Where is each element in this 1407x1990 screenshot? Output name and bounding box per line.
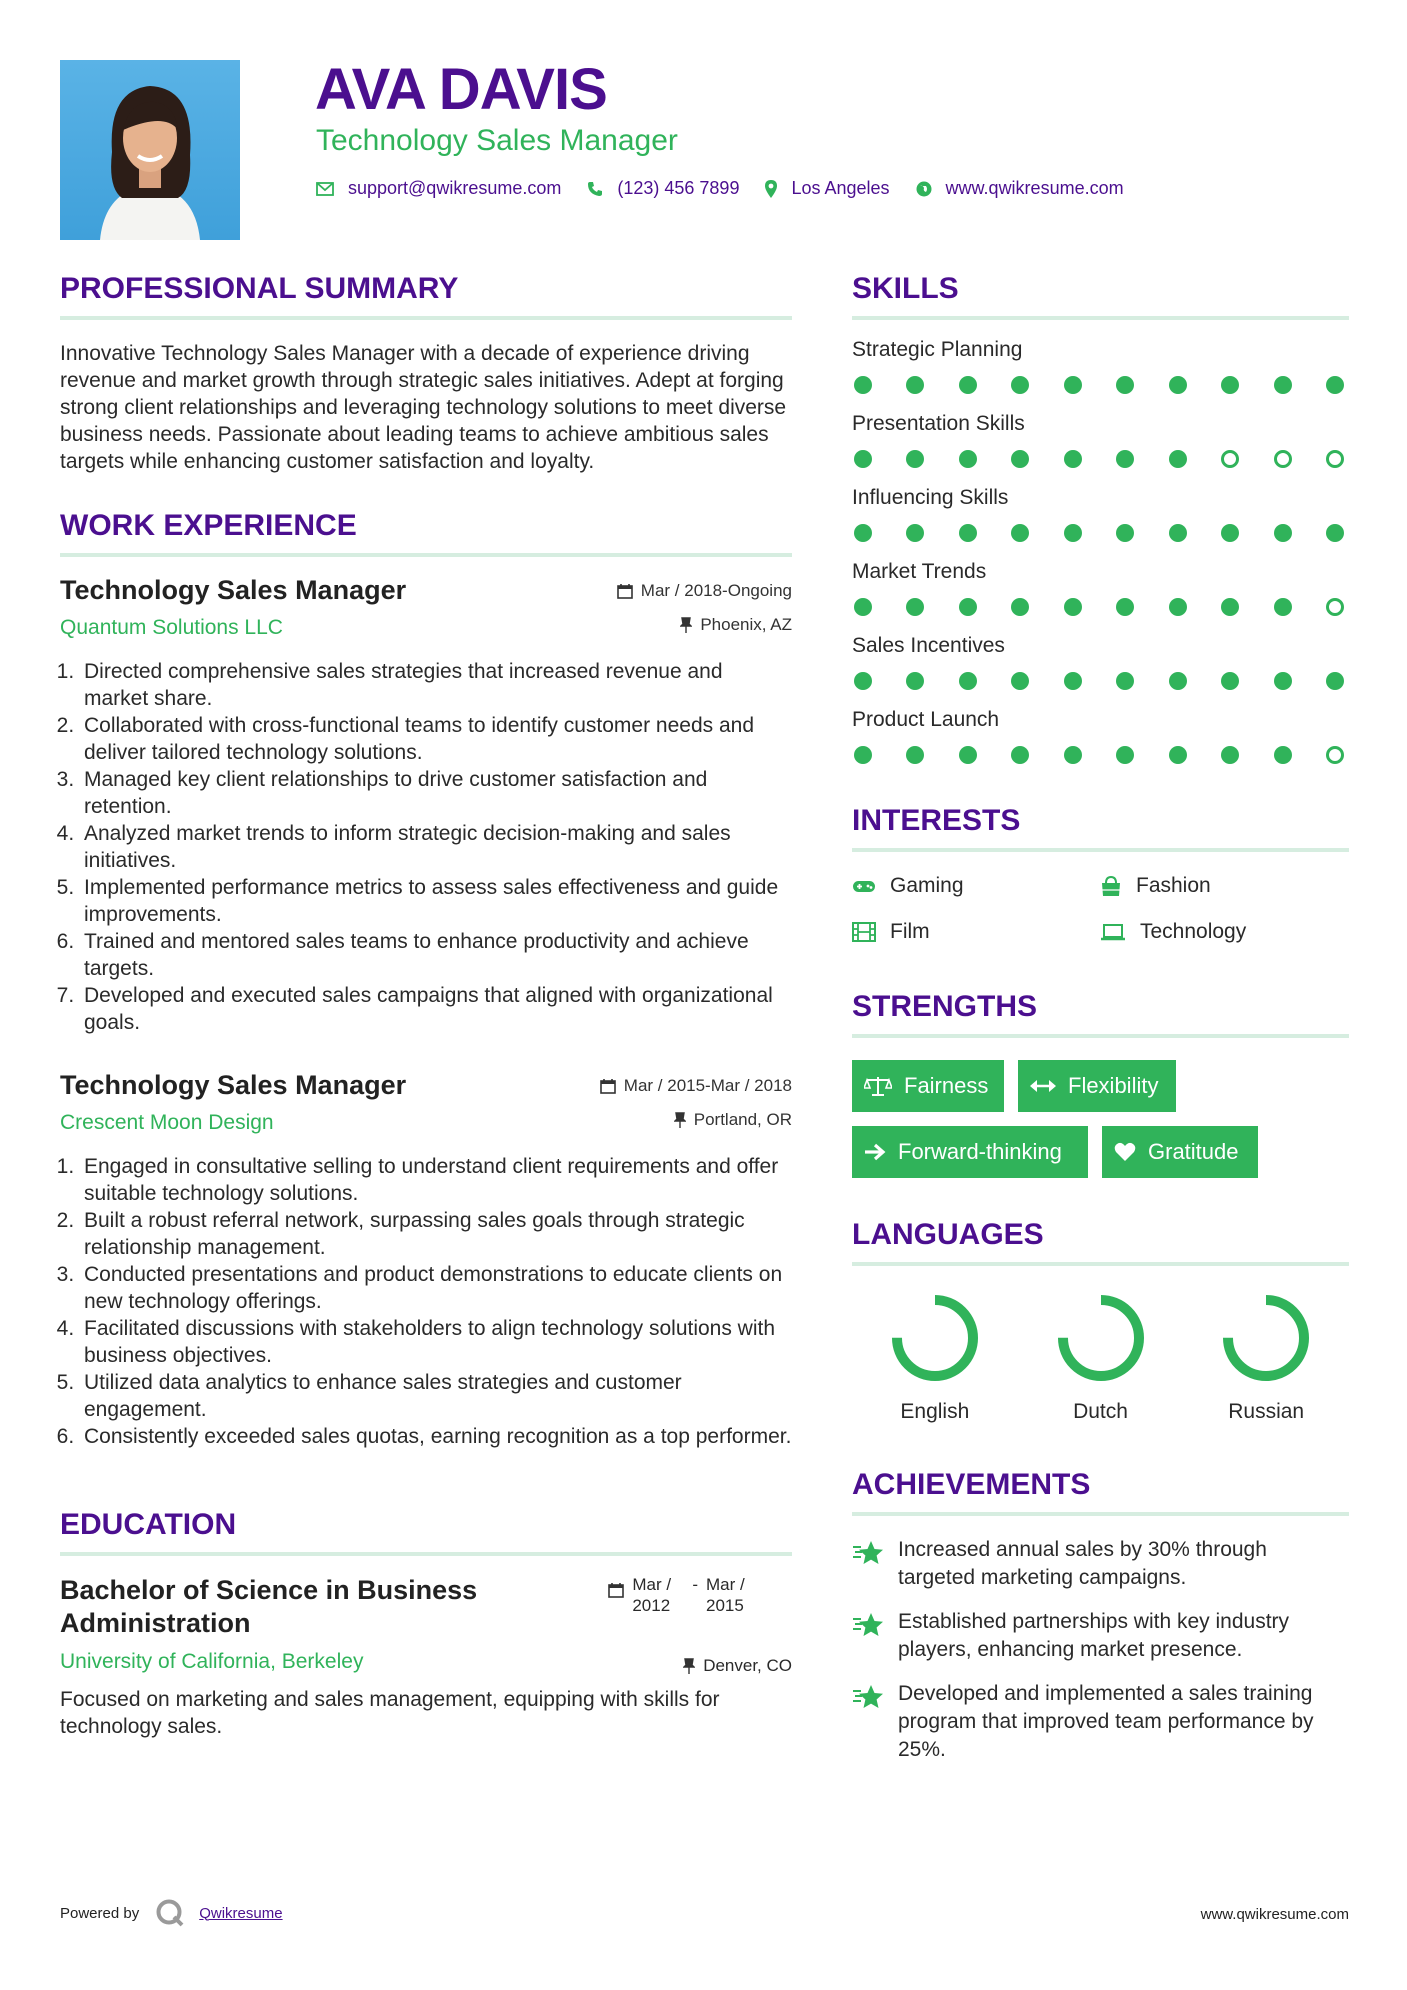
- job-dates-text: Mar / 2018-Ongoing: [640, 581, 792, 600]
- strength-label: Flexibility: [1068, 1073, 1159, 1098]
- skill-rating: [852, 524, 1346, 542]
- interest-label: Film: [890, 920, 930, 943]
- skill-dot-filled: [1064, 376, 1082, 394]
- skill-name: Strategic Planning: [852, 338, 1023, 361]
- skill-item: [852, 486, 1349, 542]
- achievements-section: [852, 1468, 1349, 1764]
- skill-dot-filled: [1326, 376, 1344, 394]
- education-date-separator: -: [692, 1575, 698, 1594]
- language-ring-arc: [897, 1300, 973, 1376]
- candidate-name: AVA DAVIS: [315, 57, 607, 122]
- skill-rating: [852, 746, 1346, 764]
- skill-name: Product Launch: [852, 708, 1000, 731]
- summary-heading: PROFESSIONAL SUMMARY: [60, 272, 792, 320]
- strengths-section: [852, 990, 1349, 1178]
- job-title: Technology Sales Manager: [60, 575, 407, 605]
- skill-dot-filled: [1169, 746, 1187, 764]
- skill-dot-filled: [1221, 746, 1239, 764]
- skills-list: [852, 338, 1349, 764]
- duty-item: 3. Conducted presentations and product demonstrations to educate clients on new technology offerings.: [80, 1261, 792, 1315]
- skill-item: [852, 560, 1349, 616]
- skill-dot-filled: [854, 598, 872, 616]
- qwikresume-link[interactable]: Qwikresume: [199, 1904, 283, 1922]
- skill-dot-filled: [1064, 524, 1082, 542]
- skill-dot-filled: [1116, 672, 1134, 690]
- envelope-icon: [316, 182, 334, 196]
- skill-dot-filled: [1221, 376, 1239, 394]
- contact-location: [765, 178, 889, 199]
- skill-dot-filled: [1011, 746, 1029, 764]
- skill-dot-filled: [1064, 672, 1082, 690]
- job-meta: [600, 1076, 792, 1144]
- skill-dot-filled: [854, 746, 872, 764]
- footer-powered-by: [60, 1898, 283, 1928]
- skill-dot-filled: [959, 376, 977, 394]
- interest-label: Technology: [1140, 920, 1247, 943]
- calendar-icon: [608, 1582, 624, 1598]
- star-icon: [852, 1540, 886, 1566]
- education-heading: EDUCATION: [60, 1508, 792, 1556]
- calendar-icon: [617, 583, 633, 599]
- skill-dot-empty: [1221, 450, 1239, 468]
- skill-dot-filled: [959, 598, 977, 616]
- skills-section: [852, 272, 1349, 764]
- skill-dot-filled: [854, 450, 872, 468]
- strength-chip: [852, 1126, 1088, 1178]
- interest-item: [852, 920, 1100, 944]
- strength-chip: [852, 1060, 1004, 1112]
- skill-dot-filled: [1169, 524, 1187, 542]
- skill-dot-filled: [959, 450, 977, 468]
- job-dates-text: Mar / 2015-Mar / 2018: [623, 1076, 792, 1095]
- job-location-text: Portland, OR: [693, 1110, 792, 1129]
- laptop-icon: [1100, 923, 1126, 941]
- strength-chip: [1102, 1126, 1258, 1178]
- map-marker-icon: [765, 180, 777, 198]
- duty-item: 4. Facilitated discussions with stakeholders to align technology solutions with business objectives.: [80, 1315, 792, 1369]
- skill-dot-filled: [1116, 524, 1134, 542]
- job-location: [600, 1110, 792, 1130]
- email-link[interactable]: support@qwikresume.com: [348, 178, 562, 198]
- skill-dot-filled: [854, 524, 872, 542]
- duty-item: 4. Analyzed market trends to inform strategic decision-making and sales initiatives.: [80, 820, 792, 874]
- summary-section: [60, 272, 792, 475]
- skill-item: [852, 634, 1349, 690]
- skill-dot-filled: [1011, 672, 1029, 690]
- experience-heading: WORK EXPERIENCE: [60, 509, 792, 557]
- job-title: Technology Sales Manager: [60, 1070, 407, 1100]
- strength-label: Gratitude: [1148, 1139, 1239, 1164]
- duty-item: 2. Collaborated with cross-functional teams to identify customer needs and deliver tailored technology solutions.: [80, 712, 792, 766]
- duty-item: 6. Consistently exceeded sales quotas, earning recognition as a top performer.: [80, 1423, 792, 1450]
- skill-dot-empty: [1274, 450, 1292, 468]
- language-name: Russian: [1228, 1400, 1305, 1423]
- skill-dot-filled: [906, 672, 924, 690]
- skill-dot-filled: [1274, 376, 1292, 394]
- skill-dot-filled: [1011, 598, 1029, 616]
- languages-list: [852, 1290, 1349, 1424]
- globe-icon: [916, 181, 932, 197]
- language-item: [852, 1290, 1018, 1424]
- job-entry: [60, 575, 792, 1036]
- education-section: [60, 1508, 792, 1740]
- skill-name: Market Trends: [852, 560, 987, 583]
- profile-photo: [60, 60, 240, 240]
- skill-dot-filled: [1064, 450, 1082, 468]
- job-entry: [60, 1070, 792, 1450]
- duty-item: 5. Utilized data analytics to enhance sales strategies and customer engagement.: [80, 1369, 792, 1423]
- achievements-list: [852, 1536, 1349, 1764]
- contact-info: [316, 178, 1150, 199]
- skill-dot-filled: [906, 746, 924, 764]
- skill-dot-filled: [906, 450, 924, 468]
- job-company: Quantum Solutions LLC: [60, 616, 283, 639]
- job-meta: [617, 581, 792, 649]
- duty-item: 1. Engaged in consultative selling to understand client requirements and offer suitable technology solutions.: [80, 1153, 792, 1207]
- language-ring-arc: [1228, 1300, 1304, 1376]
- skill-dot-filled: [959, 672, 977, 690]
- website-link[interactable]: www.qwikresume.com: [945, 178, 1124, 198]
- education-start: Mar / 2012: [632, 1575, 672, 1615]
- language-item: [1018, 1290, 1184, 1424]
- star-icon: [852, 1684, 886, 1710]
- phone-icon: [587, 181, 603, 197]
- interests-list: [852, 874, 1349, 944]
- duty-item: 2. Built a robust referral network, surpassing sales goals through strategic relationship management.: [80, 1207, 792, 1261]
- duty-item: 3. Managed key client relationships to drive customer satisfaction and retention.: [80, 766, 792, 820]
- degree-title: Bachelor of Science in Business Administration: [60, 1575, 478, 1638]
- skill-dot-filled: [1169, 376, 1187, 394]
- education-end: Mar / 2015: [706, 1575, 745, 1615]
- skill-dot-filled: [1326, 672, 1344, 690]
- achievement-text: Established partnerships with key industry players, enhancing market presence.: [898, 1610, 1290, 1661]
- skill-item: [852, 708, 1349, 764]
- skill-dot-filled: [1274, 672, 1292, 690]
- skill-dot-filled: [906, 598, 924, 616]
- skill-dot-filled: [854, 376, 872, 394]
- skill-dot-filled: [1169, 672, 1187, 690]
- skill-dot-filled: [1221, 524, 1239, 542]
- skill-dot-filled: [1011, 524, 1029, 542]
- film-icon: [852, 922, 876, 942]
- language-level-ring: [1218, 1290, 1314, 1386]
- pushpin-icon: [680, 617, 692, 633]
- language-name: English: [900, 1400, 970, 1423]
- achievement-item: [852, 1680, 1349, 1764]
- gamepad-icon: [852, 878, 876, 894]
- skill-dot-filled: [1274, 524, 1292, 542]
- job-dates: [617, 581, 792, 601]
- contact-email[interactable]: [316, 178, 561, 199]
- education-entry: [60, 1574, 792, 1740]
- job-duties: [60, 1153, 792, 1450]
- language-name: Dutch: [1073, 1400, 1128, 1423]
- skill-dot-filled: [1274, 598, 1292, 616]
- language-item: [1183, 1290, 1349, 1424]
- language-level-ring: [1053, 1290, 1149, 1386]
- skill-rating: [852, 450, 1346, 468]
- location-text: Los Angeles: [791, 178, 890, 198]
- heart-icon: [1114, 1142, 1136, 1162]
- skill-dot-empty: [1326, 746, 1344, 764]
- contact-website[interactable]: [916, 178, 1124, 199]
- achievement-item: [852, 1608, 1349, 1664]
- job-dates: [600, 1076, 792, 1096]
- languages-section: [852, 1218, 1349, 1424]
- strength-chip: [1018, 1060, 1176, 1112]
- skill-dot-filled: [1116, 450, 1134, 468]
- skill-name: Influencing Skills: [852, 486, 1009, 509]
- skill-rating: [852, 376, 1346, 394]
- language-level-ring: [887, 1290, 983, 1386]
- education-description: Focused on marketing and sales management, equipping with skills for technology sales.: [60, 1688, 720, 1738]
- qwikresume-logo-icon: [155, 1898, 185, 1928]
- skill-dot-filled: [1169, 598, 1187, 616]
- skill-dot-empty: [1326, 598, 1344, 616]
- duty-item: 1. Directed comprehensive sales strategies that increased revenue and market share.: [80, 658, 792, 712]
- strength-label: Forward-thinking: [898, 1139, 1062, 1164]
- achievement-item: [852, 1536, 1349, 1592]
- pushpin-icon: [683, 1658, 695, 1674]
- job-location: [617, 615, 792, 635]
- skill-dot-filled: [906, 524, 924, 542]
- language-ring-arc: [1063, 1300, 1139, 1376]
- shopping-bag-icon: [1100, 875, 1122, 897]
- skill-dot-filled: [1116, 746, 1134, 764]
- skill-dot-filled: [1221, 598, 1239, 616]
- skill-item: [852, 338, 1349, 394]
- interests-heading: INTERESTS: [852, 804, 1349, 852]
- languages-heading: LANGUAGES: [852, 1218, 1349, 1266]
- powered-by-text: Powered by: [60, 1904, 140, 1922]
- duty-item: 5. Implemented performance metrics to assess sales effectiveness and guide improvements.: [80, 874, 792, 928]
- candidate-title: Technology Sales Manager: [316, 124, 678, 157]
- pushpin-icon: [674, 1112, 686, 1128]
- footer-url[interactable]: www.qwikresume.com: [1200, 1906, 1349, 1923]
- achievement-text: Increased annual sales by 30% through targeted marketing campaigns.: [898, 1538, 1267, 1589]
- interest-label: Gaming: [890, 874, 964, 897]
- education-location: [683, 1656, 792, 1676]
- contact-phone: [587, 178, 739, 199]
- skill-dot-filled: [906, 376, 924, 394]
- skill-dot-filled: [1116, 598, 1134, 616]
- strengths-heading: STRENGTHS: [852, 990, 1349, 1038]
- interest-item: [1100, 874, 1348, 898]
- job-location-text: Phoenix, AZ: [700, 615, 792, 634]
- achievement-text: Developed and implemented a sales training program that improved team performance by 25%.: [898, 1682, 1314, 1761]
- education-dates: [608, 1574, 758, 1616]
- interests-section: [852, 804, 1349, 944]
- skill-dot-filled: [959, 746, 977, 764]
- interest-item: [1100, 920, 1348, 944]
- skill-dot-filled: [1326, 524, 1344, 542]
- skill-name: Sales Incentives: [852, 634, 1005, 657]
- experience-section: [60, 509, 792, 1450]
- balance-scale-icon: [864, 1075, 892, 1097]
- skill-dot-filled: [1064, 598, 1082, 616]
- duty-item: 6. Trained and mentored sales teams to enhance productivity and achieve targets.: [80, 928, 792, 982]
- arrows-horizontal-icon: [1030, 1079, 1056, 1093]
- arrow-right-icon: [864, 1143, 886, 1161]
- left-column: [60, 272, 792, 1740]
- school-name: University of California, Berkeley: [60, 1650, 364, 1673]
- skills-heading: SKILLS: [852, 272, 1349, 320]
- skill-item: [852, 412, 1349, 468]
- right-column: [852, 272, 1349, 1780]
- job-duties: [60, 658, 792, 1036]
- interest-label: Fashion: [1136, 874, 1211, 897]
- education-location-text: Denver, CO: [703, 1656, 792, 1675]
- strength-label: Fairness: [904, 1073, 989, 1098]
- skill-dot-filled: [1064, 746, 1082, 764]
- summary-text: Innovative Technology Sales Manager with a decade of experience driving revenue and market growth through strategic sales initiatives. Adept at forging strong client relationships and leveraging technology solutions to meet diverse business needs. Passionate about leading teams to achieve ambitious sales targets while enhancing customer satisfaction and loyalty.: [60, 342, 787, 473]
- calendar-icon: [600, 1078, 616, 1094]
- skill-dot-filled: [959, 524, 977, 542]
- skill-dot-filled: [1169, 450, 1187, 468]
- skill-dot-empty: [1326, 450, 1344, 468]
- duty-item: 7. Developed and executed sales campaigns that aligned with organizational goals.: [80, 982, 792, 1036]
- skill-dot-filled: [854, 672, 872, 690]
- skill-dot-filled: [1221, 672, 1239, 690]
- skill-name: Presentation Skills: [852, 412, 1025, 435]
- achievements-heading: ACHIEVEMENTS: [852, 1468, 1349, 1516]
- interest-item: [852, 874, 1100, 898]
- skill-rating: [852, 672, 1346, 690]
- phone-text: (123) 456 7899: [617, 178, 740, 198]
- skill-dot-filled: [1274, 746, 1292, 764]
- skill-dot-filled: [1011, 376, 1029, 394]
- job-company: Crescent Moon Design: [60, 1111, 274, 1134]
- strengths-list: [852, 1060, 1349, 1178]
- skill-rating: [852, 598, 1346, 616]
- skill-dot-filled: [1116, 376, 1134, 394]
- star-icon: [852, 1612, 886, 1638]
- skill-dot-filled: [1011, 450, 1029, 468]
